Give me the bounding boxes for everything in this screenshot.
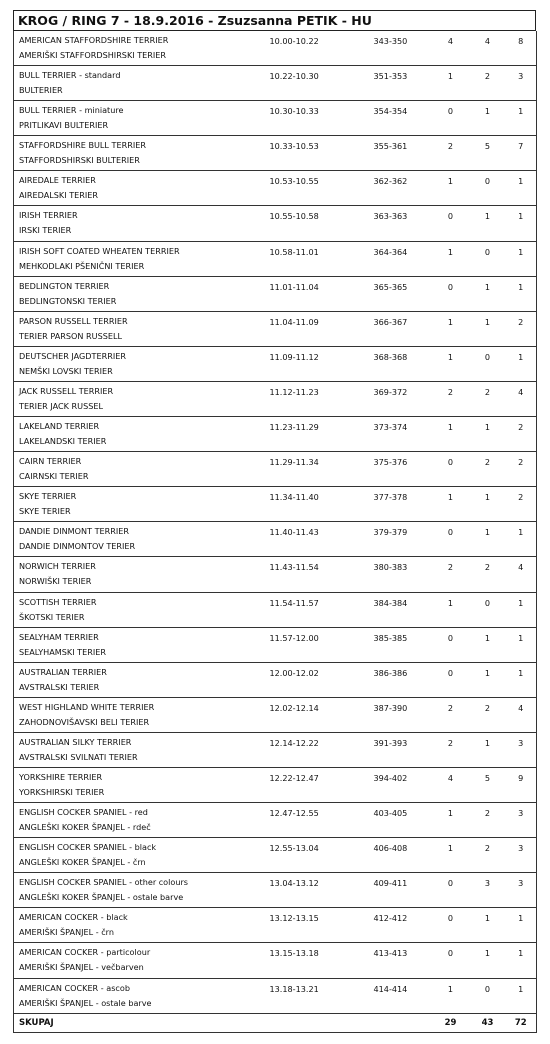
judging-time: 12.55-13.04 (269, 843, 319, 854)
males-count: 0 (447, 457, 454, 468)
table-row (14, 171, 537, 206)
table-row (14, 31, 537, 66)
males-count: 0 (447, 632, 454, 643)
table-row (14, 417, 537, 452)
breed-name: NORWICH TERRIER (19, 561, 96, 572)
table-row (14, 241, 537, 276)
total-count: 2 (518, 422, 524, 433)
females-count: 5 (484, 772, 491, 783)
breed-name-local: ANGLEŠKI KOKER ŠPANJEL - črn (19, 857, 146, 868)
breed-name: ENGLISH COCKER SPANIEL - black (19, 842, 157, 853)
males-count: 0 (447, 667, 454, 678)
breed-name: AMERICAN COCKER - black (19, 912, 128, 923)
table-row (14, 592, 537, 627)
males-count: 0 (447, 878, 454, 889)
table-row (14, 943, 537, 978)
judging-time: 12.00-12.02 (269, 667, 319, 678)
breed-name-local: IRSKI TERIER (19, 225, 72, 236)
females-count: 1 (484, 106, 491, 117)
table-row (14, 803, 537, 838)
males-count: 1 (447, 246, 454, 257)
males-count: 4 (447, 36, 454, 46)
catalog-numbers: 379-379 (373, 527, 408, 538)
breed-name: ENGLISH COCKER SPANIEL - other colours (19, 877, 189, 888)
table-row (14, 311, 537, 346)
breed-name: IRISH TERRIER (19, 210, 78, 221)
breed-name: YORKSHIRE TERRIER (19, 771, 103, 782)
breed-name: AMERICAN COCKER - particolour (19, 947, 151, 958)
breed-name-local: AMERIŠKI ŠPANJEL - črn (19, 927, 114, 938)
males-count: 1 (447, 176, 454, 187)
catalog-numbers: 369-372 (373, 386, 408, 397)
catalog-numbers: 364-364 (373, 246, 408, 257)
breed-name-local: PRITLIKAVI BULTERIER (19, 120, 109, 131)
judging-time: 10.53-10.55 (269, 176, 319, 187)
total-count: 1 (518, 667, 524, 678)
females-count: 2 (484, 386, 491, 397)
females-count: 2 (484, 808, 491, 819)
table-row (14, 522, 537, 557)
males-count: 2 (447, 141, 454, 152)
males-count: 2 (447, 386, 454, 397)
total-count: 1 (518, 281, 524, 292)
males-count: 1 (447, 492, 454, 503)
judging-time: 11.01-11.04 (269, 281, 319, 292)
total-count: 3 (518, 843, 524, 854)
breed-name: BEDLINGTON TERRIER (19, 280, 110, 291)
females-count: 3 (484, 878, 491, 889)
catalog-numbers: 409-411 (373, 878, 408, 889)
total-count: 1 (518, 597, 524, 608)
catalog-numbers: 414-414 (373, 983, 408, 994)
table-row (14, 662, 537, 697)
breed-name: BULL TERRIER - standard (19, 70, 121, 81)
breed-name: CAIRN TERRIER (19, 456, 82, 467)
males-count: 1 (447, 422, 454, 433)
breed-name-local: YORKSHIRSKI TERIER (19, 786, 105, 797)
females-count: 2 (484, 457, 491, 468)
breed-name-local: LAKELANDSKI TERIER (19, 436, 107, 447)
breed-name-local: ANGLEŠKI KOKER ŠPANJEL - rdeč (19, 822, 151, 833)
total-count: 2 (518, 316, 524, 327)
table-row (14, 346, 537, 381)
catalog-numbers: 406-408 (373, 843, 408, 854)
breed-name: AUSTRALIAN TERRIER (19, 666, 107, 677)
breed-name-local: MEHKODLAKI PŠENIČNI TERIER (19, 260, 145, 271)
catalog-numbers: 387-390 (373, 702, 408, 713)
males-count: 1 (447, 351, 454, 362)
breed-name: AUSTRALIAN SILKY TERRIER (19, 736, 132, 747)
catalog-numbers: 386-386 (373, 667, 408, 678)
judging-time: 13.12-13.15 (269, 913, 319, 924)
total-count: 8 (518, 36, 524, 46)
catalog-numbers: 384-384 (373, 597, 408, 608)
females-count: 1 (484, 737, 491, 748)
ring-schedule (13, 10, 536, 1033)
total-count: 3 (518, 737, 524, 748)
breed-name-local: STAFFORDSHIRSKI BULTERIER (19, 155, 140, 166)
females-count: 1 (484, 316, 491, 327)
females-count: 1 (484, 527, 491, 538)
table-row (14, 452, 537, 487)
total-count: 1 (518, 246, 524, 257)
catalog-numbers: 380-383 (373, 562, 408, 573)
breed-name-local: AMERIŠKI ŠPANJEL - večbarven (19, 962, 144, 973)
catalog-numbers: 368-368 (373, 351, 408, 362)
catalog-numbers: 403-405 (373, 808, 408, 819)
breed-name: IRISH SOFT COATED WHEATEN TERRIER (19, 245, 180, 256)
breed-name: SEALYHAM TERRIER (19, 631, 99, 642)
catalog-numbers: 366-367 (373, 316, 408, 327)
table-row (14, 873, 537, 908)
total-count: 1 (518, 632, 524, 643)
females-count: 0 (484, 983, 491, 994)
judging-time: 11.12-11.23 (269, 386, 319, 397)
breed-name: SCOTTISH TERRIER (19, 596, 97, 607)
catalog-numbers: 377-378 (373, 492, 408, 503)
breed-name: AMERICAN STAFFORDSHIRE TERRIER (19, 35, 169, 45)
catalog-numbers: 362-362 (373, 176, 408, 187)
table-row (14, 838, 537, 873)
breed-name: STAFFORDSHIRE BULL TERRIER (19, 140, 146, 151)
total-count: 2 (518, 492, 524, 503)
total-count: 1 (518, 983, 524, 994)
females-count: 0 (484, 176, 491, 187)
breed-name-local: CAIRNSKI TERIER (19, 471, 89, 482)
judging-time: 11.09-11.12 (269, 351, 319, 362)
females-count: 1 (484, 913, 491, 924)
males-count: 0 (447, 106, 454, 117)
females-count: 2 (484, 702, 491, 713)
breed-name-local: AMERIŠKI STAFFORDSHIRSKI TERIER (19, 50, 167, 60)
females-count: 1 (484, 492, 491, 503)
breed-name: AMERICAN COCKER - ascob (19, 982, 130, 993)
females-count: 1 (484, 422, 491, 433)
judging-time: 10.00-10.22 (269, 36, 319, 46)
catalog-numbers: 365-365 (373, 281, 408, 292)
females-count: 5 (484, 141, 491, 152)
judging-time: 10.33-10.53 (269, 141, 319, 152)
table-row (14, 66, 537, 101)
males-count: 1 (447, 316, 454, 327)
total-count: 9 (518, 772, 524, 783)
breed-name-local: SKYE TERIER (19, 506, 71, 517)
total-count: 2 (518, 457, 524, 468)
table-row (14, 487, 537, 522)
total-count: 1 (518, 176, 524, 187)
judging-time: 12.47-12.55 (269, 808, 319, 819)
judging-time: 10.55-10.58 (269, 211, 319, 222)
total-count: 4 (518, 562, 524, 573)
judging-time: 11.23-11.29 (269, 422, 319, 433)
table-row (14, 206, 537, 241)
catalog-numbers: 373-374 (373, 422, 408, 433)
breed-name-local: NEMŠKI LOVSKI TERIER (19, 365, 113, 376)
breed-name: BULL TERRIER - miniature (19, 105, 124, 116)
breed-name-local: BEDLINGTONSKI TERIER (19, 295, 117, 306)
judging-time: 13.04-13.12 (269, 878, 319, 889)
catalog-numbers: 363-363 (373, 211, 408, 222)
total-label: SKUPAJ (19, 1017, 54, 1028)
males-count: 1 (447, 843, 454, 854)
judging-time: 11.43-11.54 (269, 562, 319, 573)
females-count: 0 (484, 351, 491, 362)
breed-name-local: TERIER PARSON RUSSELL (19, 330, 122, 341)
males-count: 2 (447, 737, 454, 748)
table-row (14, 732, 537, 767)
judging-time: 11.54-11.57 (269, 597, 319, 608)
table-row (14, 697, 537, 732)
females-count: 2 (484, 71, 491, 82)
judging-time: 12.14-12.22 (269, 737, 319, 748)
catalog-numbers: 351-353 (373, 71, 408, 82)
breed-name-local: ŠKOTSKI TERIER (19, 611, 85, 622)
schedule-rows (14, 31, 537, 1013)
judging-time: 13.18-13.21 (269, 983, 319, 994)
total-count: 1 (518, 351, 524, 362)
table-row (14, 557, 537, 592)
breed-name-local: DANDIE DINMONTOV TERIER (19, 541, 136, 552)
breed-name-local: ANGLEŠKI KOKER ŠPANJEL - ostale barve (19, 892, 184, 903)
breed-name: LAKELAND TERRIER (19, 421, 100, 432)
judging-time: 12.22-12.47 (269, 772, 319, 783)
judging-time: 11.40-11.43 (269, 527, 319, 538)
catalog-numbers: 343-350 (373, 36, 408, 46)
judging-time: 12.02-12.14 (269, 702, 319, 713)
breed-name-local: AIREDALSKI TERIER (19, 190, 99, 201)
males-count: 0 (447, 913, 454, 924)
catalog-numbers: 355-361 (373, 141, 408, 152)
total-count: 1 (518, 527, 524, 538)
breed-name-local: AVSTRALSKI SVILNATI TERIER (19, 751, 138, 762)
total-count: 4 (518, 386, 524, 397)
total-count: 1 (518, 913, 524, 924)
females-count: 1 (484, 632, 491, 643)
catalog-numbers: 412-412 (373, 913, 408, 924)
table-row (14, 381, 537, 416)
females-count: 0 (484, 597, 491, 608)
catalog-numbers: 413-413 (373, 948, 408, 959)
breed-name-local: AMERIŠKI ŠPANJEL - ostale barve (19, 997, 152, 1008)
total-count: 1 (518, 211, 524, 222)
females-count: 4 (484, 36, 491, 46)
females-count: 1 (484, 211, 491, 222)
females-count: 2 (484, 562, 491, 573)
total-count: 4 (518, 702, 524, 713)
table-row (14, 627, 537, 662)
judging-time: 11.29-11.34 (269, 457, 319, 468)
females-count: 1 (484, 948, 491, 959)
total-count: 7 (518, 141, 524, 152)
judging-time: 11.04-11.09 (269, 316, 319, 327)
breed-name: ENGLISH COCKER SPANIEL - red (19, 807, 148, 818)
total-females: 43 (481, 1017, 494, 1028)
males-count: 0 (447, 948, 454, 959)
males-count: 0 (447, 211, 454, 222)
breed-name-local: NORWIŠKI TERIER (19, 576, 92, 587)
males-count: 1 (447, 983, 454, 994)
males-count: 2 (447, 702, 454, 713)
total-count: 3 (518, 71, 524, 82)
males-count: 2 (447, 562, 454, 573)
females-count: 1 (484, 667, 491, 678)
table-row (14, 276, 537, 311)
breed-name: SKYE TERRIER (19, 491, 77, 502)
total-count: 3 (518, 808, 524, 819)
catalog-numbers: 375-376 (373, 457, 408, 468)
table-row (14, 101, 537, 136)
schedule-title: KROG / RING 7 - 18.9.2016 - Zsuzsanna PETIK - HU (13, 10, 536, 31)
males-count: 0 (447, 527, 454, 538)
females-count: 0 (484, 246, 491, 257)
females-count: 2 (484, 843, 491, 854)
breed-name-local: AVSTRALSKI TERIER (19, 681, 100, 692)
judging-time: 10.30-10.33 (269, 106, 319, 117)
total-count: 1 (518, 106, 524, 117)
breed-name: AIREDALE TERRIER (19, 175, 96, 186)
breed-name: DANDIE DINMONT TERRIER (19, 526, 130, 537)
breed-name: PARSON RUSSELL TERRIER (19, 315, 128, 326)
males-count: 1 (447, 71, 454, 82)
catalog-numbers: 385-385 (373, 632, 408, 643)
total-count: 3 (518, 878, 524, 889)
males-count: 1 (447, 808, 454, 819)
judging-time: 13.15-13.18 (269, 948, 319, 959)
females-count: 1 (484, 281, 491, 292)
males-count: 1 (447, 597, 454, 608)
total-row (14, 1013, 537, 1032)
table-row (14, 767, 537, 802)
catalog-numbers: 391-393 (373, 737, 408, 748)
judging-time: 11.57-12.00 (269, 632, 319, 643)
judging-time: 10.22-10.30 (269, 71, 319, 82)
schedule-table (13, 31, 537, 1033)
males-count: 4 (447, 772, 454, 783)
breed-name-local: BULTERIER (19, 85, 63, 96)
catalog-numbers: 354-354 (373, 106, 408, 117)
breed-name: JACK RUSSELL TERRIER (19, 385, 114, 396)
table-row (14, 978, 537, 1013)
table-row (14, 908, 537, 943)
total-count: 72 (514, 1017, 527, 1028)
judging-time: 11.34-11.40 (269, 492, 319, 503)
total-males: 29 (444, 1017, 457, 1028)
breed-name: WEST HIGHLAND WHITE TERRIER (19, 701, 155, 712)
breed-name-local: SEALYHAMSKI TERIER (19, 646, 106, 657)
catalog-numbers: 394-402 (373, 772, 408, 783)
males-count: 0 (447, 281, 454, 292)
total-count: 1 (518, 948, 524, 959)
breed-name: DEUTSCHER JAGDTERRIER (19, 350, 126, 361)
table-row (14, 136, 537, 171)
breed-name-local: TERIER JACK RUSSEL (19, 400, 103, 411)
judging-time: 10.58-11.01 (269, 246, 319, 257)
breed-name-local: ZAHODNOVIŠAVSKI BELI TERIER (19, 716, 150, 727)
